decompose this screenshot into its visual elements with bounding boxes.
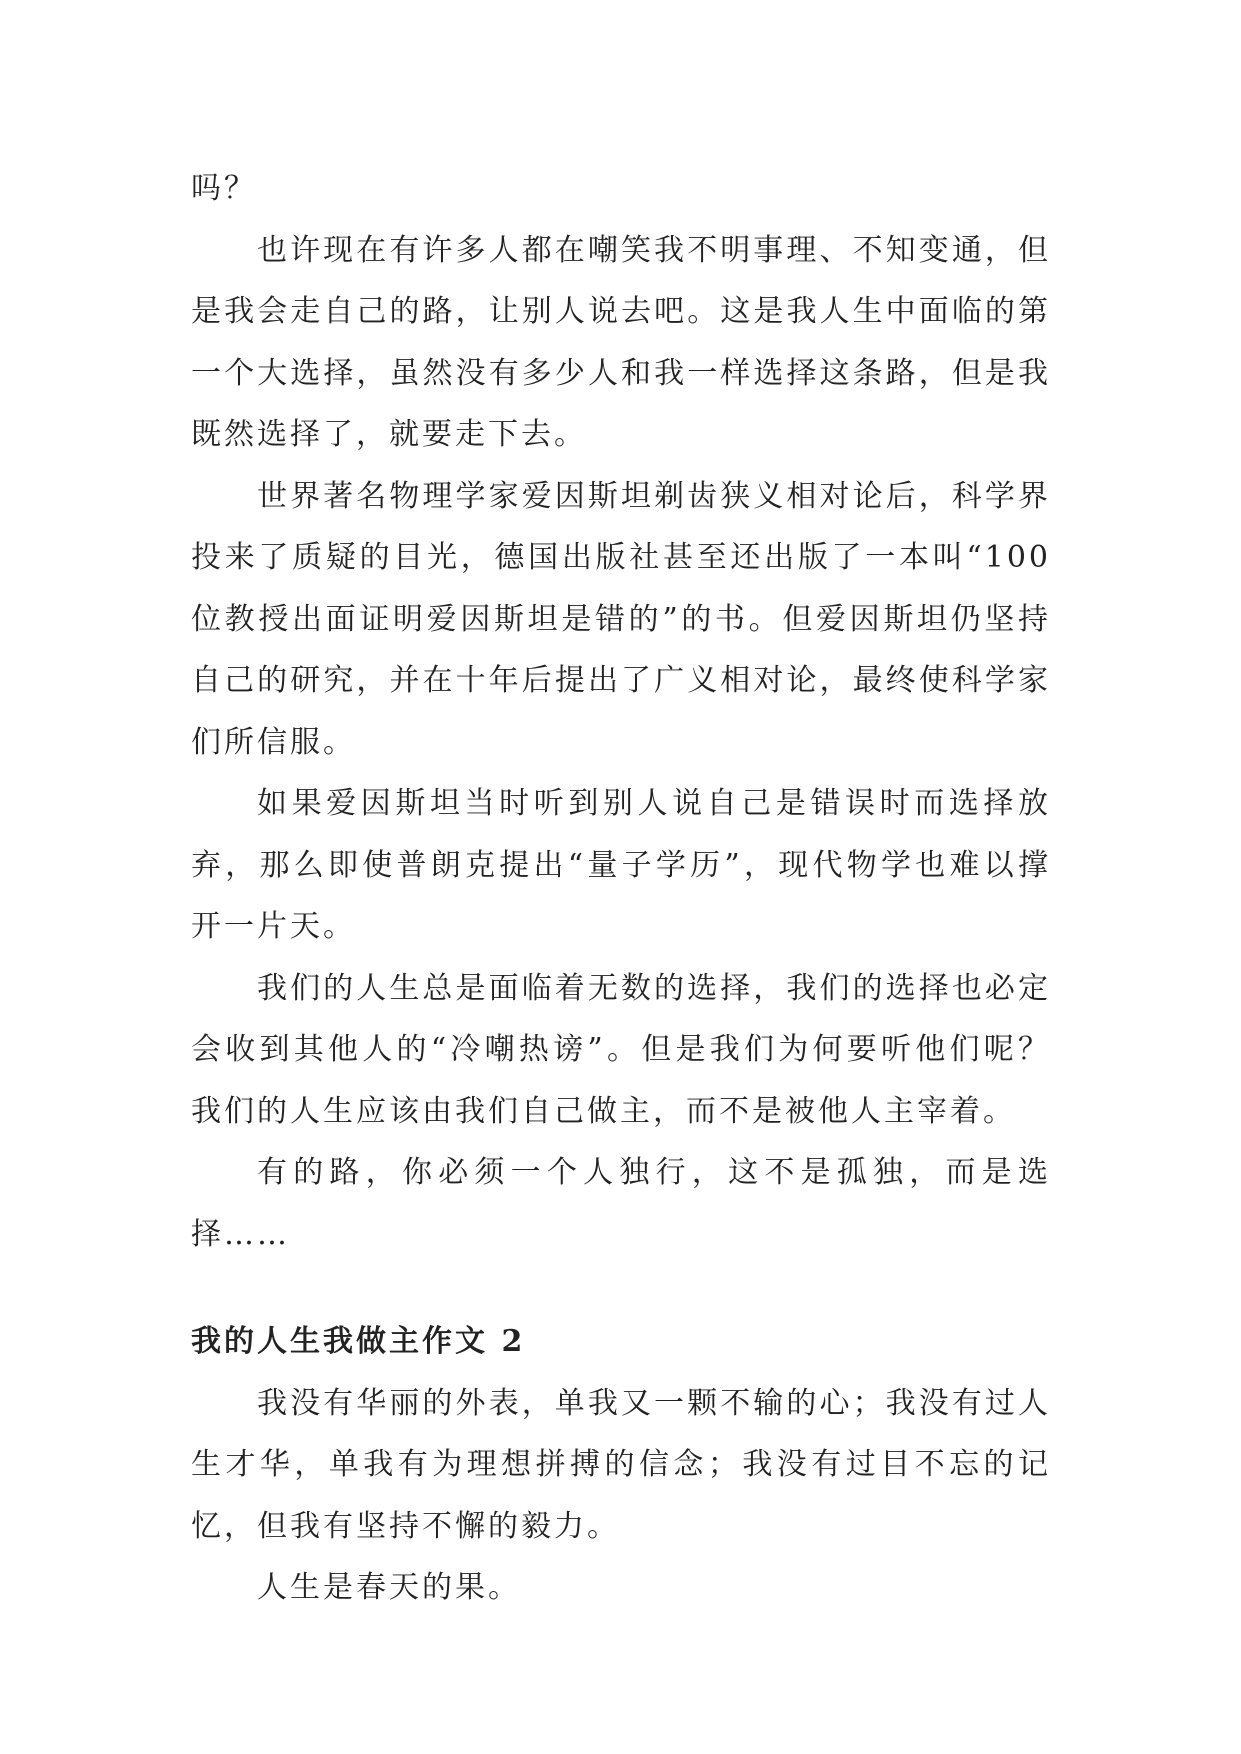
paragraph: 也许现在有许多人都在嘲笑我不明事理、不知变通，但是我会走自己的路，让别人说去吧。这是我人生中面临的第一个大选择，虽然没有多少人和我一样选择这条路，但是我既然选择了，就要走下去。 <box>191 232 1051 452</box>
paragraph: 有的路，你必须一个人独行，这不是孤独，而是选择…… <box>191 1155 1051 1252</box>
paragraph-continuation: 吗？ <box>191 171 257 206</box>
paragraph: 如果爱因斯坦当时听到别人说自己是错误时而选择放弃，那么即使普朗克提出“量子学历”，现代物学也难以撑开一片天。 <box>191 786 1051 944</box>
paragraph: 我们的人生总是面临着无数的选择，我们的选择也必定会收到其他人的“冷嘲热谤”。但是我们为何要听他们呢？我们的人生应该由我们自己做主，而不是被他人主宰着。 <box>191 970 1051 1129</box>
document-page <box>191 158 1051 1619</box>
paragraph: 人生是春天的果。 <box>257 1570 521 1605</box>
paragraph: 世界著名物理学家爱因斯坦剃齿狭义相对论后，科学界投来了质疑的目光，德国出版社甚至还出版了一本叫“100位教授出面证明爱因斯坦是错的”的书。但爱因斯坦仍坚持自己的研究，并在十年后提出了广义相对论，最终使科学家们所信服。 <box>191 478 1051 760</box>
paragraph: 我没有华丽的外表，单我又一颗不输的心；我没有过人生才华，单我有为理想拼搏的信念；我没有过目不忘的记忆，但我有坚持不懈的毅力。 <box>191 1385 1051 1544</box>
section-title: 我的人生我做主作文 2 <box>191 1324 526 1359</box>
